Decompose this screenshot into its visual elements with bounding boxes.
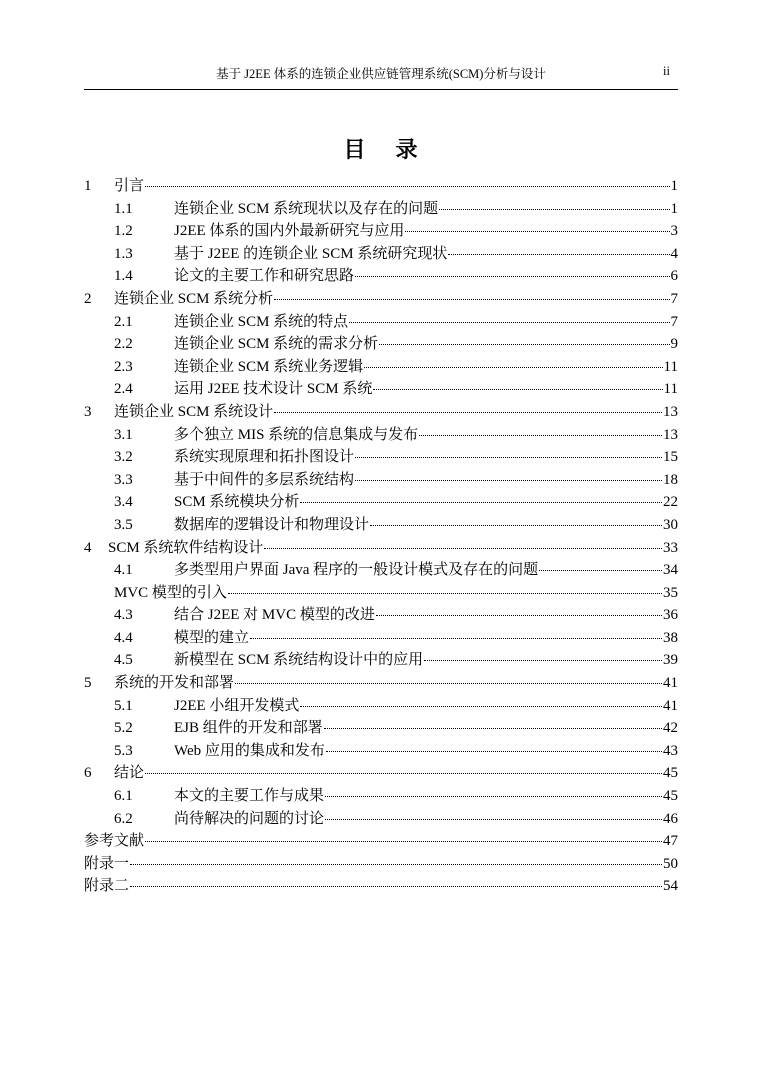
header-title: 基于 J2EE 体系的连锁企业供应链管理系统(SCM)分析与设计 [216, 67, 546, 81]
toc-entry-appendix-2[interactable] [84, 874, 678, 897]
toc-entry-text: Web 应用的集成和发布 [174, 742, 325, 759]
toc-entry-text: 基于 J2EE 的连锁企业 SCM 系统研究现状 [174, 245, 448, 262]
header-rule [84, 89, 678, 90]
toc-entry-text: 多个独立 MIS 系统的信息集成与发布 [174, 426, 419, 443]
toc-entry-4[interactable] [84, 536, 678, 559]
toc-entry-text: 系统的开发和部署 [114, 675, 235, 692]
toc-entry-page: 47 [663, 833, 678, 850]
toc-entry-page: 33 [663, 539, 678, 556]
dot-leader [324, 728, 662, 729]
toc-entry-4-3[interactable] [84, 603, 678, 626]
toc-entry-text: 参考文献 [84, 833, 145, 850]
header-page-number: ii [663, 64, 670, 78]
toc-entry-3-2[interactable] [84, 445, 678, 468]
toc-entry-number: 2.1 [114, 313, 133, 330]
toc-entry-number: 3.5 [114, 516, 133, 533]
toc-entry-text: SCM 系统软件结构设计 [108, 539, 264, 556]
toc-entry-page: 7 [670, 290, 678, 307]
toc-entry-page: 38 [663, 629, 678, 646]
dot-leader [274, 412, 662, 413]
dot-leader [349, 322, 669, 323]
toc-entry-number: 5.3 [114, 742, 133, 759]
dot-leader [364, 367, 662, 368]
toc-entry-text: 运用 J2EE 技术设计 SCM 系统 [174, 381, 373, 398]
toc-entry-2-2[interactable] [84, 332, 678, 355]
toc-entry-number: 1.4 [114, 268, 133, 285]
toc-entry-page: 7 [670, 313, 678, 330]
toc-entry-page: 30 [663, 516, 678, 533]
toc-entry-1-1[interactable] [84, 197, 678, 220]
toc-entry-text: J2EE 小组开发模式 [174, 697, 300, 714]
toc-entry-2[interactable] [84, 287, 678, 310]
toc-heading-right: 录 [395, 138, 418, 163]
toc-entry-page: 45 [663, 788, 678, 805]
toc-entry-text: 引言 [114, 178, 145, 194]
toc-entry-text: 连锁企业 SCM 系统现状以及存在的问题 [174, 200, 439, 217]
toc-entry-4-5[interactable] [84, 648, 678, 671]
toc-entry-5-1[interactable] [84, 694, 678, 717]
toc-entry-5-3[interactable] [84, 739, 678, 762]
toc-entry-3-3[interactable] [84, 468, 678, 491]
toc-entry-page: 13 [663, 426, 678, 443]
toc-heading-left: 目 [343, 138, 366, 163]
toc-entry-6-1[interactable] [84, 784, 678, 807]
toc-entry-page: 46 [663, 810, 678, 827]
toc-heading [0, 133, 761, 164]
dot-leader [228, 593, 662, 594]
toc-entry-2-3[interactable] [84, 355, 678, 378]
dot-leader [539, 570, 662, 571]
dot-leader [373, 389, 662, 390]
toc-entry-page: 18 [663, 471, 678, 488]
toc-entry-page: 50 [663, 855, 678, 872]
dot-leader [355, 457, 662, 458]
toc-entry-number: 1.1 [114, 200, 133, 217]
dot-leader [379, 344, 669, 345]
toc-entry-text: 论文的主要工作和研究思路 [174, 268, 355, 285]
toc-entry-3-4[interactable] [84, 490, 678, 513]
toc-entry-number: 3.2 [114, 449, 133, 466]
toc-entry-5-2[interactable] [84, 716, 678, 739]
toc-entry-6[interactable] [84, 761, 678, 784]
toc-entry-number: 6 [84, 765, 92, 782]
toc-entry-text: 连锁企业 SCM 系统分析 [114, 290, 274, 307]
toc-entry-text: 系统实现原理和拓扑图设计 [174, 449, 355, 466]
toc-entry-text: J2EE 体系的国内外最新研究与应用 [174, 223, 405, 240]
toc-entry-page: 11 [663, 381, 678, 398]
toc-entry-text: 连锁企业 SCM 系统设计 [114, 403, 274, 420]
toc-entry-number: 5.2 [114, 720, 133, 737]
toc-entry-number: 3 [84, 403, 92, 420]
toc-entry-text: 多类型用户界面 Java 程序的一般设计模式及存在的问题 [174, 562, 539, 579]
toc-entry-text: 连锁企业 SCM 系统的特点 [174, 313, 349, 330]
toc-entry-text: 连锁企业 SCM 系统业务逻辑 [174, 358, 364, 375]
toc-entry-page: 35 [663, 584, 678, 601]
toc-entry-text: EJB 组件的开发和部署 [174, 720, 323, 737]
toc-entry-number: 4.1 [114, 562, 133, 579]
toc-entry-page: 6 [670, 268, 678, 285]
dot-leader [145, 186, 669, 187]
toc-entry-number: 1.3 [114, 245, 133, 262]
toc-entry-page: 13 [663, 403, 678, 420]
toc-entry-page: 45 [663, 765, 678, 782]
toc-entry-page: 41 [663, 675, 678, 692]
toc-entry-1-2[interactable] [84, 219, 678, 242]
toc-entry-1[interactable] [84, 174, 678, 197]
dot-leader [325, 819, 662, 820]
toc-entry-text: SCM 系统模块分析 [174, 494, 300, 511]
dot-leader [376, 615, 662, 616]
dot-leader [424, 660, 662, 661]
toc-entry-number: 4.3 [114, 607, 133, 624]
toc-entry-text: 结合 J2EE 对 MVC 模型的改进 [174, 607, 375, 624]
table-of-contents [84, 174, 678, 897]
running-header [84, 62, 678, 84]
toc-entry-4-4[interactable] [84, 626, 678, 649]
toc-entry-page: 9 [670, 336, 678, 353]
toc-entry-number: 2 [84, 290, 92, 307]
dot-leader [145, 773, 662, 774]
toc-entry-page: 4 [670, 245, 678, 262]
toc-entry-number: 3.3 [114, 471, 133, 488]
toc-entry-text: 本文的主要工作与成果 [174, 788, 325, 805]
toc-entry-5[interactable] [84, 671, 678, 694]
dot-leader [145, 841, 662, 842]
dot-leader [250, 638, 662, 639]
toc-entry-number: 6.2 [114, 810, 133, 827]
toc-entry-number: 2.2 [114, 336, 133, 353]
toc-entry-page: 22 [663, 494, 678, 511]
toc-entry-number: 4.4 [114, 629, 133, 646]
dot-leader [405, 231, 669, 232]
toc-entry-text: 尚待解决的问题的讨论 [174, 810, 325, 827]
dot-leader [355, 276, 669, 277]
toc-entry-2-1[interactable] [84, 310, 678, 333]
dot-leader [130, 886, 662, 887]
dot-leader [355, 480, 662, 481]
toc-entry-text: 结论 [114, 765, 145, 782]
toc-entry-number: 5.1 [114, 697, 133, 714]
toc-entry-number: 1 [84, 178, 92, 194]
dot-leader [448, 254, 669, 255]
toc-entry-page: 34 [663, 562, 678, 579]
toc-entry-number: 1.2 [114, 223, 133, 240]
toc-entry-text: 附录二 [84, 878, 130, 895]
dot-leader [300, 706, 662, 707]
toc-entry-page: 41 [663, 697, 678, 714]
toc-entry-page: 54 [663, 878, 678, 895]
dot-leader [264, 548, 662, 549]
toc-entry-page: 11 [663, 358, 678, 375]
toc-entry-text: 连锁企业 SCM 系统的需求分析 [174, 336, 379, 353]
toc-entry-number: 4.5 [114, 652, 133, 669]
toc-entry-1-3[interactable] [84, 242, 678, 265]
toc-entry-number: 3.4 [114, 494, 133, 511]
toc-entry-mvc-model[interactable] [84, 581, 678, 604]
dot-leader [439, 209, 669, 210]
toc-entry-text: 模型的建立 [174, 629, 250, 646]
toc-entry-page: 15 [663, 449, 678, 466]
toc-entry-page: 1 [670, 200, 678, 217]
toc-entry-page: 39 [663, 652, 678, 669]
toc-entry-3[interactable] [84, 400, 678, 423]
toc-entry-text: 附录一 [84, 855, 130, 872]
dot-leader [274, 299, 669, 300]
toc-entry-page: 42 [663, 720, 678, 737]
toc-entry-1-4[interactable] [84, 264, 678, 287]
toc-entry-number: 2.4 [114, 381, 133, 398]
toc-entry-3-1[interactable] [84, 423, 678, 446]
toc-entry-number: 2.3 [114, 358, 133, 375]
toc-entry-page: 1 [670, 178, 678, 194]
toc-entry-6-2[interactable] [84, 807, 678, 830]
dot-leader [370, 525, 662, 526]
toc-entry-page: 36 [663, 607, 678, 624]
toc-entry-text: 数据库的逻辑设计和物理设计 [174, 516, 370, 533]
dot-leader [325, 796, 662, 797]
toc-entry-text: 新模型在 SCM 系统结构设计中的应用 [174, 652, 424, 669]
toc-entry-number: 6.1 [114, 788, 133, 805]
toc-entry-text: 基于中间件的多层系统结构 [174, 471, 355, 488]
toc-entry-references[interactable] [84, 829, 678, 852]
toc-entry-number: 4 [84, 539, 92, 556]
toc-entry-page: 3 [670, 223, 678, 240]
dot-leader [326, 751, 662, 752]
toc-entry-page: 43 [663, 742, 678, 759]
dot-leader [235, 683, 662, 684]
toc-entry-text: MVC 模型的引入 [114, 584, 227, 601]
toc-entry-appendix-1[interactable] [84, 852, 678, 875]
dot-leader [419, 435, 662, 436]
dot-leader [300, 502, 662, 503]
toc-entry-4-1[interactable] [84, 558, 678, 581]
dot-leader [130, 864, 662, 865]
toc-entry-3-5[interactable] [84, 513, 678, 536]
toc-entry-number: 5 [84, 675, 92, 692]
toc-entry-number: 3.1 [114, 426, 133, 443]
toc-entry-2-4[interactable] [84, 377, 678, 400]
